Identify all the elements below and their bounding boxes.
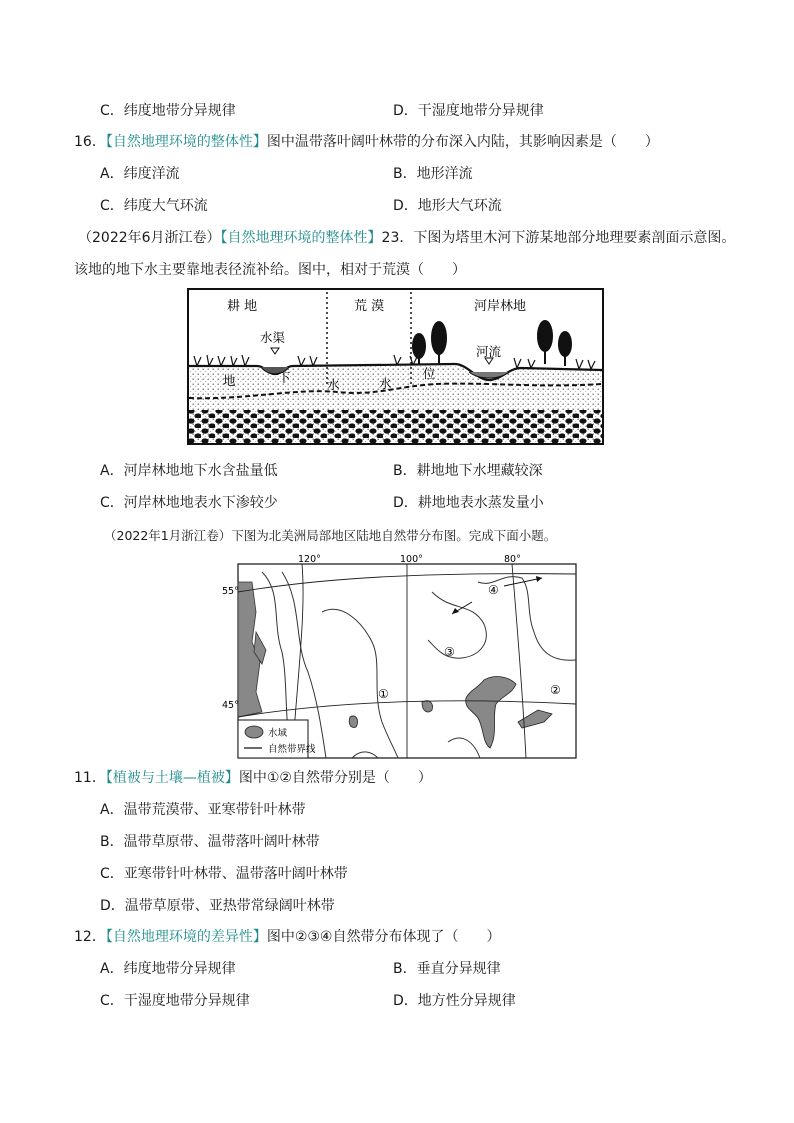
zone-marker-3: ③ xyxy=(444,645,455,659)
q16-option-d: D．地形大气环流 xyxy=(393,198,502,214)
q16-option-a: A．纬度洋流 xyxy=(100,166,180,182)
q23-option-d: D．耕地地表水蒸发量小 xyxy=(393,495,544,511)
q11-option-a: A．温带荒漠带、亚寒带针叶林带 xyxy=(100,802,306,818)
water-table-label: 下 xyxy=(278,370,291,385)
question-number: 11． xyxy=(74,770,106,786)
question-11-stem xyxy=(74,768,432,788)
question-source: （2022年6月浙江卷） xyxy=(78,230,221,246)
q23-option-b: B．耕地地下水埋藏较深 xyxy=(393,463,543,479)
latitude-label: 55° xyxy=(222,586,239,597)
q15-option-d: D．干湿度地带分异规律 xyxy=(393,103,544,119)
question-text: 图中①②自然带分别是（ ） xyxy=(238,770,432,786)
q11-option-c: C．亚寒带针叶林带、温带落叶阔叶林带 xyxy=(100,866,348,882)
q12-option-b: B．垂直分异规律 xyxy=(393,961,501,977)
q16-option-b: B．地形洋流 xyxy=(393,166,473,182)
section-intro: （2022年1月浙江卷）下图为北美洲局部地区陆地自然带分布图。完成下面小题。 xyxy=(104,528,557,543)
north-america-natural-zones-map xyxy=(222,552,577,760)
canal-label: 水渠 xyxy=(260,330,286,345)
q23-option-c: C．河岸林地地表水下渗较少 xyxy=(100,495,278,511)
q11-option-b: B．温带草原带、温带落叶阔叶林带 xyxy=(100,834,320,850)
topic-tag: 【自然地理环境的整体性】 xyxy=(220,230,382,246)
legend-water-label: 水域 xyxy=(268,728,288,739)
question-23-stem xyxy=(78,228,735,248)
zone-marker-1: ① xyxy=(378,687,389,701)
q12-option-a: A．纬度地带分异规律 xyxy=(100,961,236,977)
topic-tag: 【植被与土壤—植被】 xyxy=(105,770,239,786)
zone-label-farmland: 耕 地 xyxy=(227,299,258,314)
q12-option-c: C．干湿度地带分异规律 xyxy=(100,993,250,1009)
longitude-label: 120° xyxy=(298,554,321,565)
question-number: 12． xyxy=(74,929,106,945)
topic-tag: 【自然地理环境的差异性】 xyxy=(105,929,267,945)
zone-marker-2: ② xyxy=(550,683,561,697)
zone-label-desert: 荒 漠 xyxy=(354,299,385,314)
question-text: 图中②③④自然带分布体现了（ ） xyxy=(266,929,501,945)
latitude-label: 45° xyxy=(222,700,239,711)
question-12-stem xyxy=(74,927,500,947)
legend-boundary-label: 自然带界线 xyxy=(268,744,316,755)
question-number: 16． xyxy=(74,134,106,150)
q12-option-d: D．地方性分异规律 xyxy=(393,993,516,1009)
water-table-label: 地 xyxy=(223,373,236,388)
water-table-label: 位 xyxy=(423,366,436,381)
longitude-label: 100° xyxy=(400,554,423,565)
question-16-stem xyxy=(74,132,659,152)
q23-option-a: A．河岸林地地下水含盐量低 xyxy=(100,463,278,479)
question-text: 23．下图为塔里木河下游某地部分地理要素剖面示意图。 xyxy=(381,230,736,246)
q16-option-c: C．纬度大气环流 xyxy=(100,198,208,214)
longitude-label: 80° xyxy=(504,554,521,565)
water-table-label: 水 xyxy=(379,376,392,391)
groundwater-profile-figure xyxy=(187,288,604,445)
question-text: 图中温带落叶阔叶林带的分布深入内陆，其影响因素是（ ） xyxy=(266,134,659,150)
topic-tag: 【自然地理环境的整体性】 xyxy=(105,134,267,150)
q15-option-c: C．纬度地带分异规律 xyxy=(100,103,236,119)
question-23-stem-continued: 该地的地下水主要靠地表径流补给。图中，相对于荒漠（ ） xyxy=(74,262,466,278)
zone-label-riparian-forest: 河岸林地 xyxy=(474,299,527,314)
water-legend-swatch xyxy=(245,726,263,738)
zone-marker-4: ④ xyxy=(488,583,499,597)
river-label: 河流 xyxy=(476,344,502,359)
water-table-label: 水 xyxy=(327,377,340,392)
q11-option-d: D．温带草原带、亚热带常绿阔叶林带 xyxy=(100,898,335,914)
